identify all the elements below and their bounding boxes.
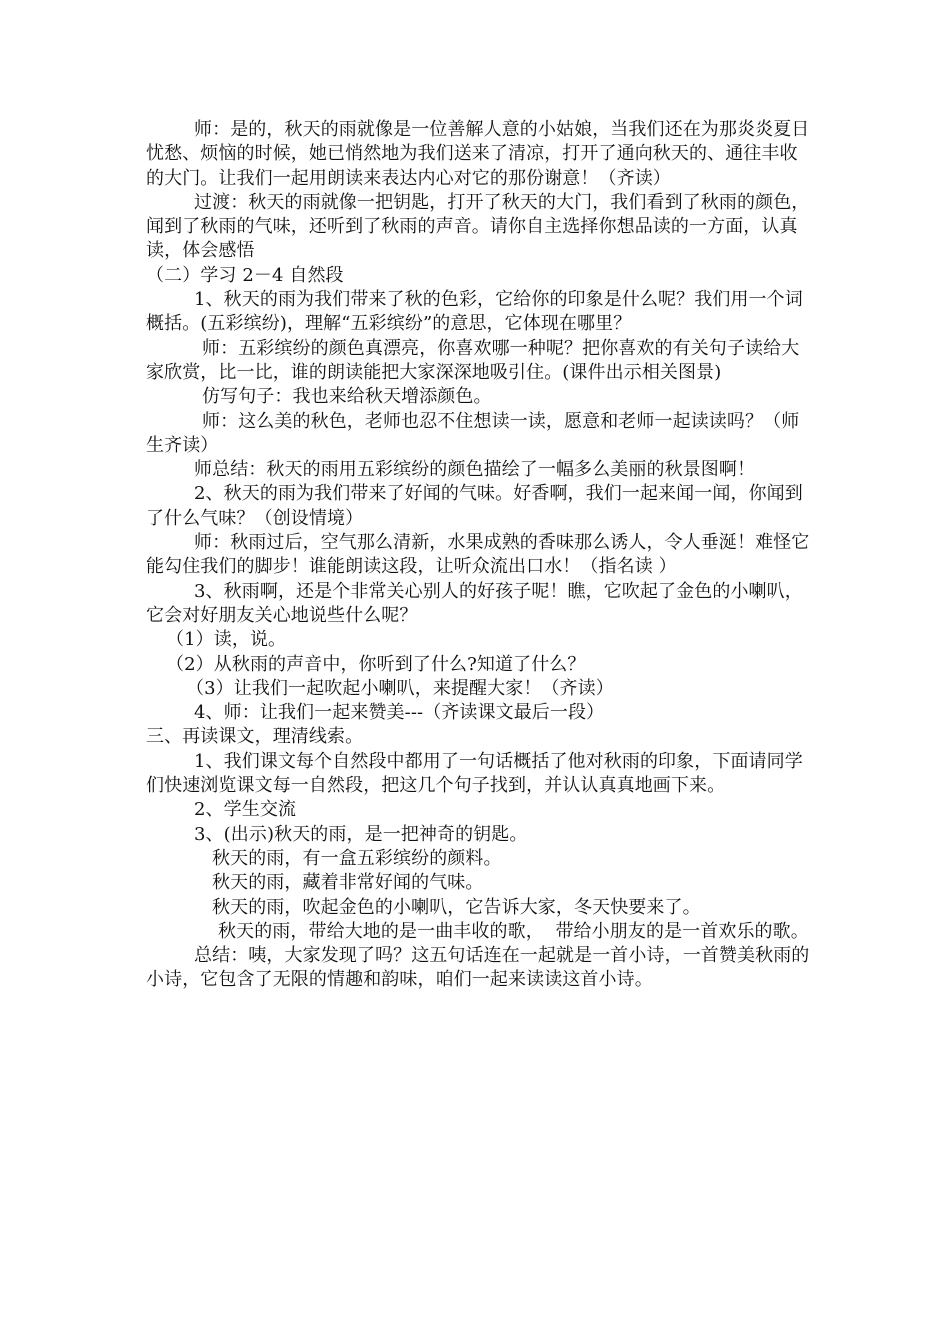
paragraph-smell: 2、秋天的雨为我们带来了好闻的气味。好香啊，我们一起来闻一闻，你闻到了什么气味？（创设情境） bbox=[146, 483, 803, 529]
poem-line-song: 秋天的雨，带给大地的是一曲丰收的歌， 带给小朋友的是一首欢乐的歌。 bbox=[218, 920, 809, 942]
poem-line-smell: 秋天的雨，藏着非常好闻的气味。 bbox=[212, 872, 484, 894]
paragraph-find-sentences: 1、我们课文每个自然段中都用了一句话概括了他对秋雨的印象，下面请同学们快速浏览课文每一自然段，把这几个句子找到，并认认真真地画下来。 bbox=[146, 750, 803, 797]
paragraph-color: 1、秋天的雨为我们带来了秋的色彩，它给你的印象是什么呢？我们用一个词概括。(五彩缤纷)，理解“五彩缤纷”的意思，它体现在哪里？ bbox=[146, 289, 803, 335]
poem-line-trumpet: 秋天的雨，吹起金色的小喇叭，它告诉大家，冬天快要来了。 bbox=[212, 896, 701, 918]
list-item-blow-trumpet: （3）让我们一起吹起小喇叭，来提醒大家！（齐读） bbox=[186, 677, 614, 699]
paragraph-praise: 4、师：让我们一起来赞美---（齐读课文最后一段） bbox=[194, 702, 605, 724]
section-heading-reread: 三、再读课文，理清线索。 bbox=[146, 726, 364, 748]
list-item-read-say: （1）读，说。 bbox=[166, 629, 287, 651]
paragraph-exchange: 2、学生交流 bbox=[194, 799, 297, 821]
document-body bbox=[146, 118, 812, 993]
section-heading-2-4: （二）学习 2－4 自然段 bbox=[146, 264, 344, 286]
list-item-hear: （2）从秋雨的声音中，你听到了什么?知道了什么？ bbox=[166, 653, 586, 675]
paragraph-imitate: 仿写句子：我也来给秋天增添颜色。 bbox=[202, 386, 492, 408]
paragraph-read-together: 师：这么美的秋色，老师也忍不住想读一读，愿意和老师一起读读吗？（师生齐读） bbox=[146, 410, 800, 456]
paragraph-teacher-intro: 师：是的，秋天的雨就像是一位善解人意的小姑娘，当我们还在为那炎炎夏日忧愁、烦恼的时候，她已悄然地为我们送来了清凉，打开了通向秋天的、通往丰收的大门。让我们一起用朗读来表达内心对它的那份谢意！（齐读） bbox=[146, 119, 810, 189]
paragraph-final-summary: 总结：咦，大家发现了吗？这五句话连在一起就是一首小诗，一首赞美秋雨的小诗，它包含了无限的情趣和韵味，咱们一起来读读这首小诗。 bbox=[146, 945, 810, 991]
paragraph-transition: 过渡：秋天的雨就像一把钥匙，打开了秋天的大门，我们看到了秋雨的颜色，闻到了秋雨的气味，还听到了秋雨的声音。请你自主选择你想品读的一方面，认真读，体会感悟 bbox=[146, 191, 810, 262]
paragraph-summary-color: 师总结：秋天的雨用五彩缤纷的颜色描绘了一幅多么美丽的秋景图啊！ bbox=[194, 459, 756, 481]
paragraph-show-key: 3、(出示)秋天的雨，是一把神奇的钥匙。 bbox=[194, 823, 528, 845]
paragraph-fragrance: 师：秋雨过后，空气那么清新，水果成熟的香味那么诱人，令人垂涎！难怪它能勾住我们的脚步！谁能朗读这段，让听众流出口水！（指名读 ） bbox=[146, 532, 810, 578]
poem-line-paint: 秋天的雨，有一盒五彩缤纷的颜料。 bbox=[212, 847, 502, 869]
paragraph-trumpet: 3、秋雨啊，还是个非常关心别人的好孩子呢！瞧，它吹起了金色的小喇叭，它会对好朋友关心地说些什么呢？ bbox=[146, 580, 803, 626]
paragraph-colorful: 师：五彩缤纷的颜色真漂亮，你喜欢哪一种呢？把你喜欢的有关句子读给大家欣赏，比一比，谁的朗读能把大家深深地吸引住。(课件出示相关图景) bbox=[146, 337, 800, 383]
